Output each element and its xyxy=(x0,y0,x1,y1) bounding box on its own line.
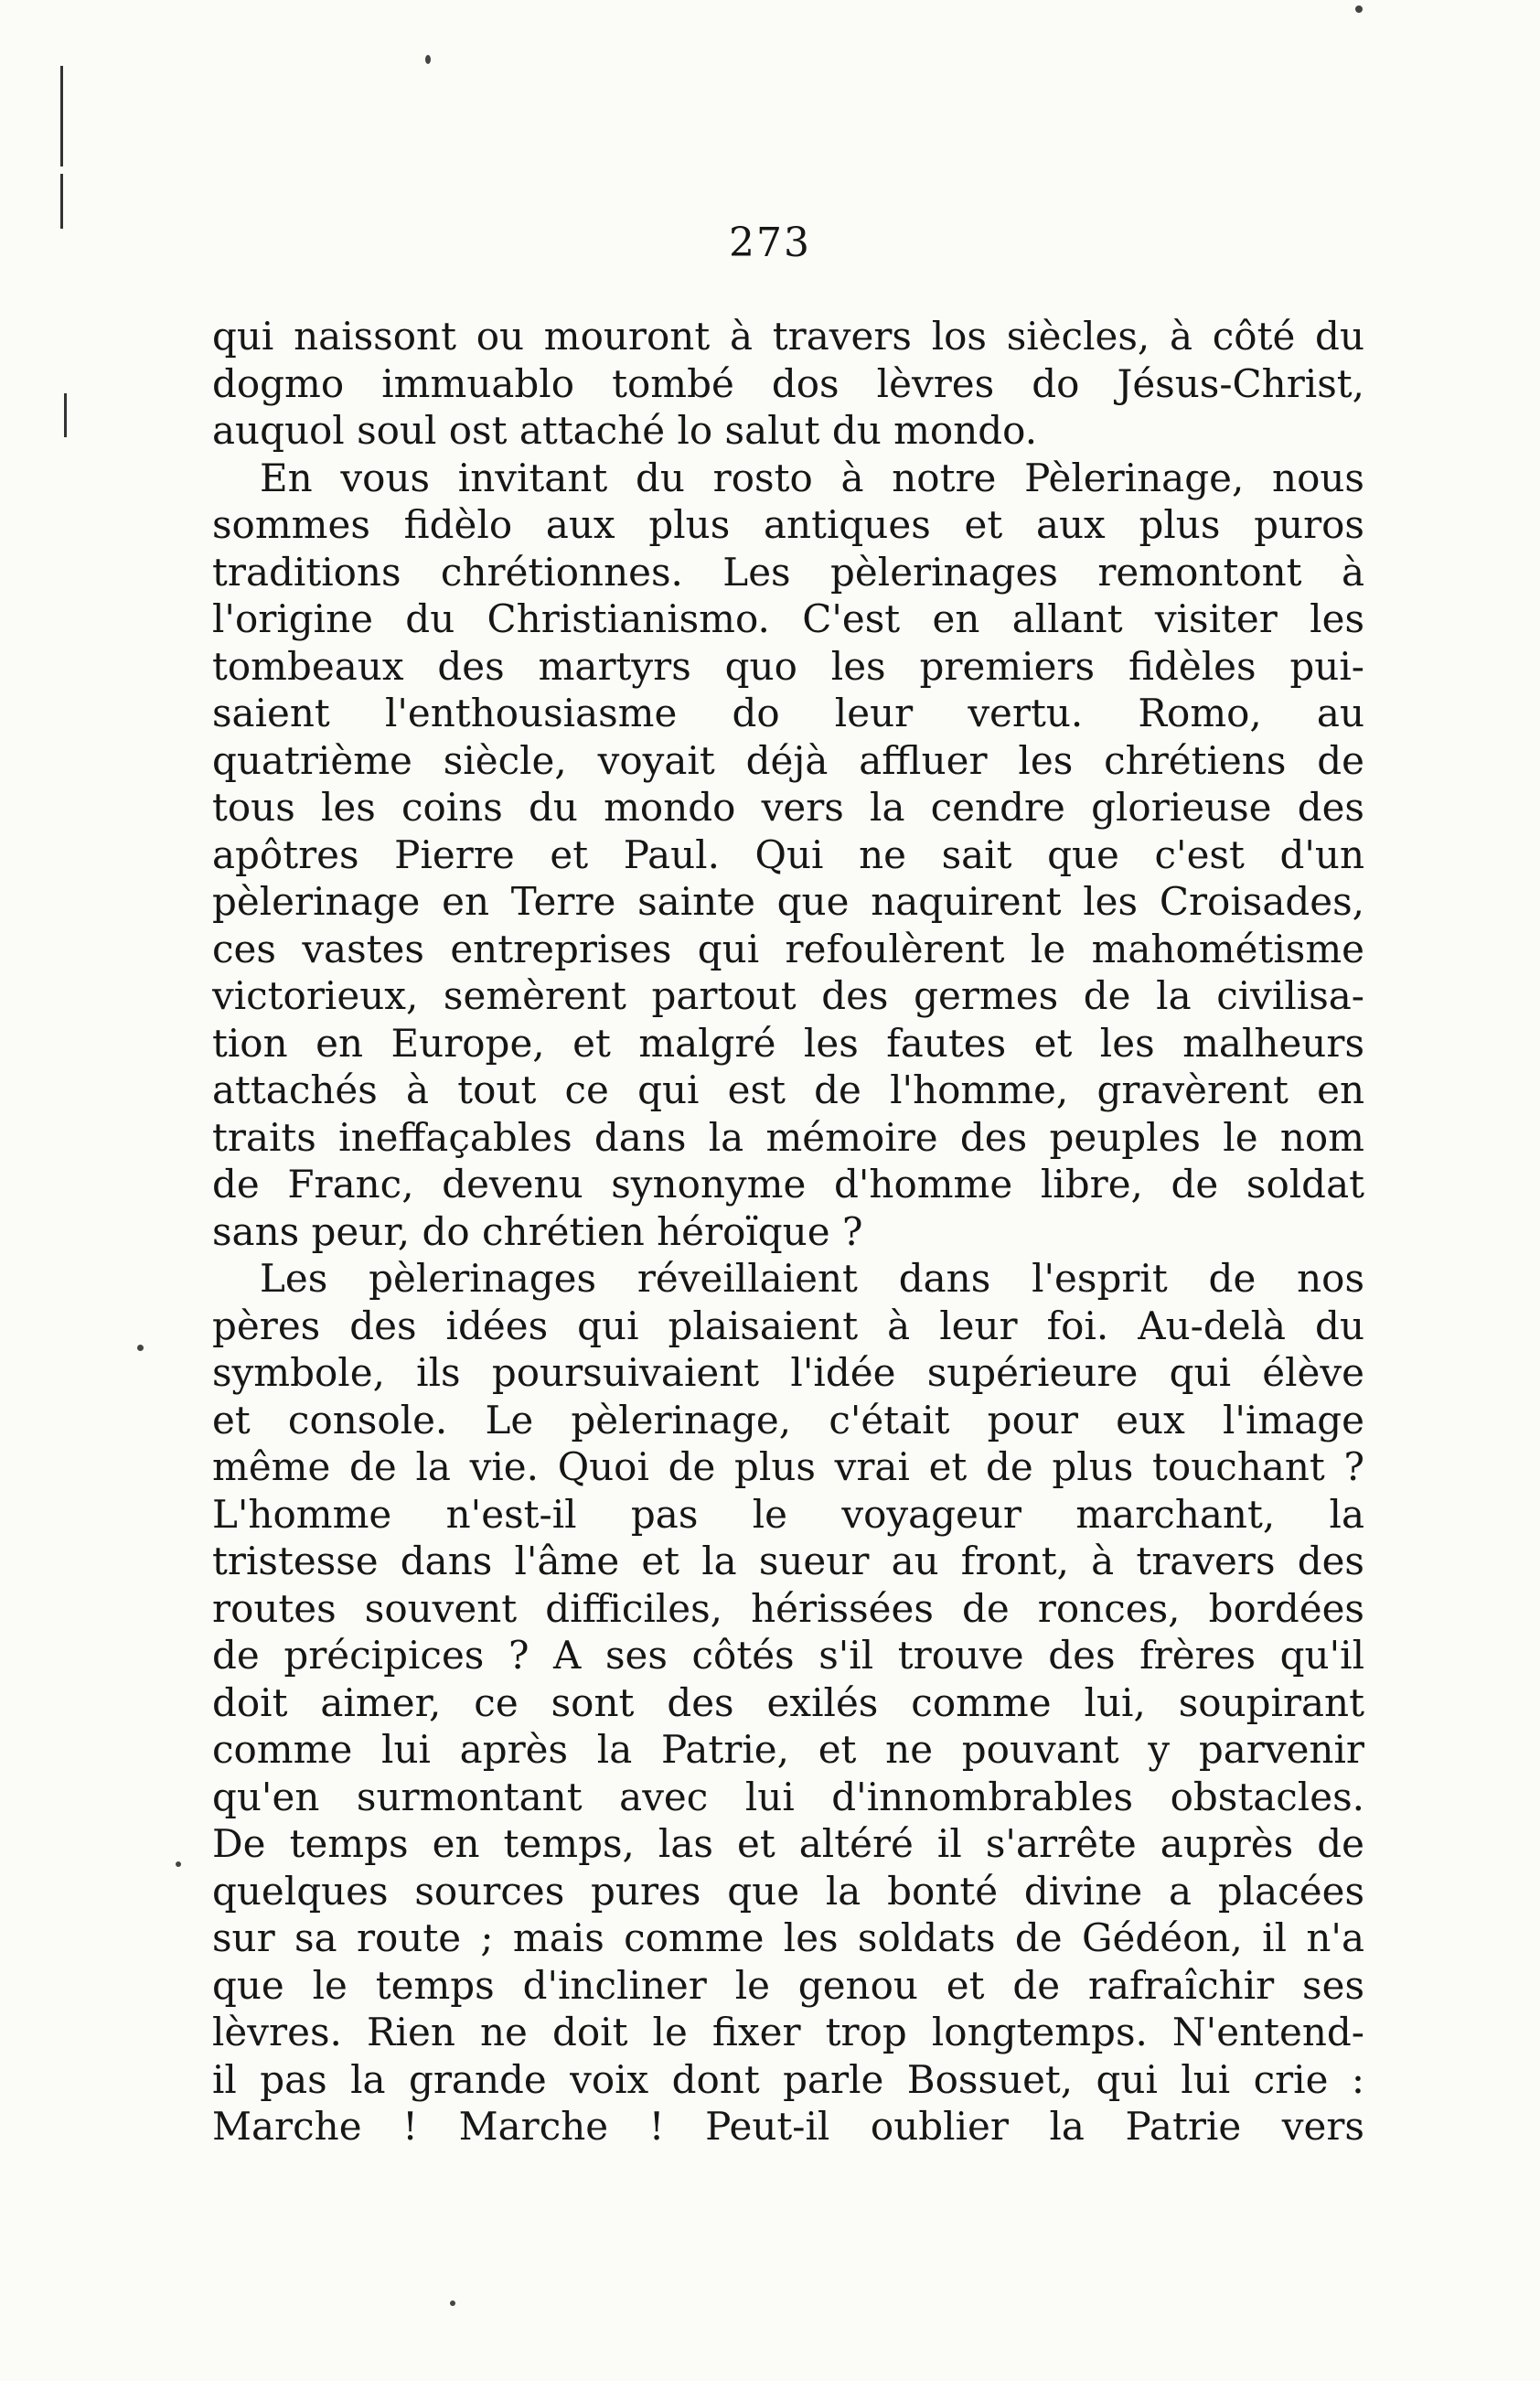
text-line: quatrième siècle, voyait déjà affluer les chrétiens de xyxy=(212,737,1364,783)
text-line: de précipices ? A ses côtés s'il trouve des frères qu'il xyxy=(212,1633,1364,1678)
text-line: traditions chrétionnes. Les pèlerinages remontont à xyxy=(212,549,1364,595)
text-line: l'origine du Christianismo. C'est en allant visiter les xyxy=(212,596,1364,641)
text-line: doit aimer, ce sont des exilés comme lui, soupirant xyxy=(212,1679,1364,1725)
margin-rule-lower xyxy=(64,393,67,437)
text-line: lèvres. Rien ne doit le fixer trop longtemps. N'entend- xyxy=(212,2010,1364,2054)
text-line: ces vastes entreprises qui refoulèrent le mahométisme xyxy=(212,926,1364,971)
text-line: tion en Europe, et malgré les fautes et les malheurs xyxy=(212,1020,1364,1066)
text-line: symbole, ils poursuivaient l'idée supérieure qui élève xyxy=(212,1350,1364,1395)
text-line: tombeaux des martyrs quo les premiers fidèles pui- xyxy=(212,643,1364,689)
speck-bottom xyxy=(450,2301,455,2306)
text-line: En vous invitant du rosto à notre Pèlerinage, nous xyxy=(260,455,1364,500)
text-line: Marche ! Marche ! Peut-il oublier la Patrie vers xyxy=(212,2104,1364,2149)
text-line: pèlerinage en Terre sainte que naquirent les Croisades, xyxy=(212,879,1364,924)
text-line: victorieux, semèrent partout des germes de la civilisa- xyxy=(212,973,1364,1018)
text-line: qui naissont ou mouront à travers los siècles, à côté du xyxy=(212,314,1364,359)
text-line: Les pèlerinages réveillaient dans l'esprit de nos xyxy=(260,1256,1364,1301)
text-line: dogmo immuablo tombé dos lèvres do Jésus-Christ, xyxy=(212,360,1364,406)
text-line: tous les coins du mondo vers la cendre glorieuse des xyxy=(212,785,1364,830)
text-line: comme lui après la Patrie, et ne pouvant y parvenir xyxy=(212,1727,1364,1772)
text-line: de Franc, devenu synonyme d'homme libre, de soldat xyxy=(212,1162,1364,1207)
text-line: routes souvent difficiles, hérissées de ronces, bordées xyxy=(212,1585,1364,1631)
speck-left-2 xyxy=(176,1861,181,1867)
text-line: que le temps d'incliner le genou et de rafraîchir ses xyxy=(212,1962,1364,2008)
text-line: et console. Le pèlerinage, c'était pour eux l'image xyxy=(212,1397,1364,1443)
text-line: apôtres Pierre et Paul. Qui ne sait que c'est d'un xyxy=(212,831,1364,877)
text-line: auquol soul ost attaché lo salut du mondo. xyxy=(212,408,1038,453)
speck-top-center xyxy=(425,55,431,64)
text-line: L'homme n'est-il pas le voyageur marchant, la xyxy=(212,1491,1364,1537)
margin-rule-top xyxy=(60,66,63,166)
speck-left-1 xyxy=(137,1345,144,1351)
text-line: pères des idées qui plaisaient à leur foi. Au-delà du xyxy=(212,1303,1364,1348)
text-line: tristesse dans l'âme et la sueur au front, à travers des xyxy=(212,1539,1364,1583)
body-text xyxy=(212,313,1364,2150)
text-line: qu'en surmontant avec lui d'innombrables obstacles. xyxy=(212,1774,1364,1819)
text-line: même de la vie. Quoi de plus vrai et de plus touchant ? xyxy=(212,1444,1364,1489)
text-line: saient l'enthousiasme do leur vertu. Romo, au xyxy=(212,691,1364,735)
text-line: il pas la grande voix dont parle Bossuet, qui lui crie : xyxy=(212,2056,1364,2102)
text-line: attachés à tout ce qui est de l'homme, gravèrent en xyxy=(212,1067,1364,1112)
page-number: 273 xyxy=(729,220,811,266)
text-line: sur sa route ; mais comme les soldats de Gédéon, il n'a xyxy=(212,1915,1364,1960)
text-line: traits ineffaçables dans la mémoire des peuples le nom xyxy=(212,1114,1364,1160)
text-line: quelques sources pures que la bonté divine a placées xyxy=(212,1868,1364,1914)
speck-top-right xyxy=(1355,5,1363,13)
text-line: De temps en temps, las et altéré il s'arrête auprès de xyxy=(212,1821,1364,1866)
text-line: sommes fidèlo aux plus antiques et aux plus puros xyxy=(212,502,1364,547)
text-line: sans peur, do chrétien héroïque ? xyxy=(212,1208,863,1254)
